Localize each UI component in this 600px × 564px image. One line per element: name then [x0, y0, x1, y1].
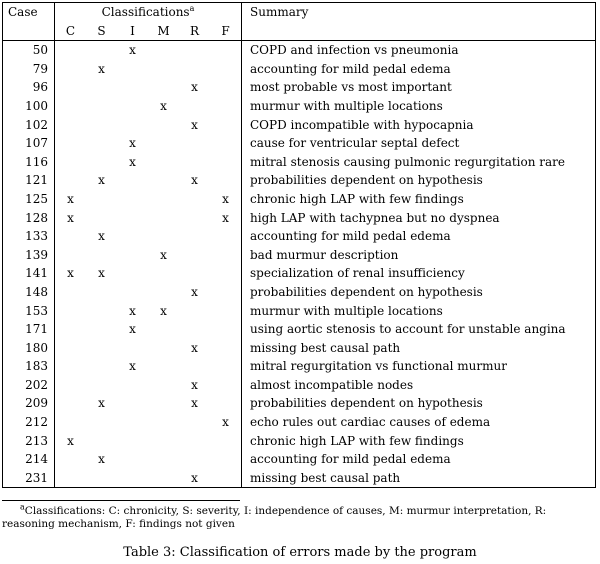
- class-mark-r: [179, 60, 210, 79]
- error-summary: missing best causal path: [242, 469, 596, 488]
- class-mark-f: [210, 432, 242, 451]
- class-mark-s: x: [98, 173, 105, 188]
- class-mark-m: [148, 264, 179, 283]
- class-mark-s: x: [98, 452, 105, 467]
- error-summary: probabilities dependent on hypothesis: [242, 394, 596, 413]
- class-mark-m: [148, 357, 179, 376]
- class-mark-f: [210, 357, 242, 376]
- class-mark-i: [117, 413, 148, 432]
- class-mark-f: [210, 153, 242, 172]
- class-mark-r: [179, 209, 210, 228]
- header-case: Case: [3, 3, 55, 22]
- class-mark-m: x: [160, 303, 167, 318]
- class-mark-s: [86, 116, 117, 135]
- class-mark-c: [55, 153, 87, 172]
- class-mark-m: [148, 171, 179, 190]
- case-number: 116: [3, 153, 55, 172]
- error-summary: missing best causal path: [242, 339, 596, 358]
- error-summary: probabilities dependent on hypothesis: [242, 283, 596, 302]
- class-mark-c: [55, 41, 87, 60]
- error-summary: high LAP with tachypnea but no dyspnea: [242, 209, 596, 228]
- case-number: 121: [3, 171, 55, 190]
- class-mark-r: [179, 41, 210, 60]
- class-mark-r: x: [191, 377, 198, 392]
- table-row: [3, 246, 596, 265]
- class-mark-f: [210, 60, 242, 79]
- header-row-codes: [3, 22, 596, 41]
- case-number: 141: [3, 264, 55, 283]
- class-mark-c: [55, 302, 87, 321]
- error-summary: accounting for mild pedal edema: [242, 60, 596, 79]
- class-mark-i: [117, 246, 148, 265]
- header-code-r: R: [179, 22, 210, 41]
- class-mark-m: x: [160, 98, 167, 113]
- class-mark-c: [55, 339, 87, 358]
- class-mark-c: x: [67, 191, 74, 206]
- class-mark-r: [179, 246, 210, 265]
- case-number: 96: [3, 78, 55, 97]
- class-mark-m: [148, 413, 179, 432]
- class-mark-m: [148, 450, 179, 469]
- class-mark-m: [148, 227, 179, 246]
- table-row: [3, 376, 596, 395]
- case-number: 209: [3, 394, 55, 413]
- error-summary: specialization of renal insufficiency: [242, 264, 596, 283]
- table-row: [3, 302, 596, 321]
- class-mark-s: x: [98, 61, 105, 76]
- class-mark-s: [86, 153, 117, 172]
- error-summary: accounting for mild pedal edema: [242, 450, 596, 469]
- table-body: [3, 3, 596, 488]
- class-mark-m: [148, 320, 179, 339]
- header-classifications-label: Classifications: [101, 5, 190, 19]
- table-row: [3, 432, 596, 451]
- class-mark-f: [210, 97, 242, 116]
- error-summary: probabilities dependent on hypothesis: [242, 171, 596, 190]
- class-mark-c: x: [67, 433, 74, 448]
- class-mark-m: [148, 153, 179, 172]
- class-mark-r: [179, 413, 210, 432]
- class-mark-s: [86, 302, 117, 321]
- class-mark-i: [117, 283, 148, 302]
- header-row-1: [3, 3, 596, 22]
- class-mark-f: [210, 376, 242, 395]
- case-number: 50: [3, 41, 55, 60]
- error-summary: murmur with multiple locations: [242, 302, 596, 321]
- table: [2, 2, 596, 488]
- class-mark-r: x: [191, 284, 198, 299]
- class-mark-s: [86, 41, 117, 60]
- class-mark-s: [86, 209, 117, 228]
- header-classifications: [55, 3, 242, 22]
- class-mark-m: [148, 190, 179, 209]
- class-mark-m: [148, 78, 179, 97]
- class-mark-f: [210, 227, 242, 246]
- class-mark-m: x: [160, 247, 167, 262]
- error-summary: chronic high LAP with few findings: [242, 432, 596, 451]
- class-mark-i: [117, 394, 148, 413]
- error-summary: accounting for mild pedal edema: [242, 227, 596, 246]
- class-mark-c: [55, 116, 87, 135]
- table-row: [3, 469, 596, 488]
- case-number: 102: [3, 116, 55, 135]
- error-classification-table: [2, 2, 596, 488]
- footnote-marker: a: [20, 502, 25, 512]
- class-mark-r: [179, 264, 210, 283]
- class-mark-f: x: [210, 190, 242, 209]
- class-mark-s: [86, 97, 117, 116]
- case-number: 125: [3, 190, 55, 209]
- class-mark-r: [179, 450, 210, 469]
- class-mark-s: [86, 413, 117, 432]
- class-mark-s: x: [98, 266, 105, 281]
- table-row: [3, 171, 596, 190]
- class-mark-r: [179, 302, 210, 321]
- error-summary: mitral regurgitation vs functional murmur: [242, 357, 596, 376]
- header-code-f: F: [210, 22, 242, 41]
- header-code-m: M: [148, 22, 179, 41]
- case-number: 79: [3, 60, 55, 79]
- class-mark-f: [210, 246, 242, 265]
- header-code-s: S: [86, 22, 117, 41]
- class-mark-r: x: [191, 396, 198, 411]
- table-row: [3, 41, 596, 60]
- table-row: [3, 153, 596, 172]
- error-summary: COPD and infection vs pneumonia: [242, 41, 596, 60]
- class-mark-r: x: [191, 340, 198, 355]
- class-mark-s: [86, 78, 117, 97]
- case-number: 202: [3, 376, 55, 395]
- class-mark-c: [55, 376, 87, 395]
- class-mark-f: [210, 116, 242, 135]
- class-mark-m: [148, 283, 179, 302]
- header-code-c: C: [55, 22, 87, 41]
- class-mark-i: x: [129, 322, 136, 337]
- case-number: 180: [3, 339, 55, 358]
- table-row: [3, 413, 596, 432]
- class-mark-f: [210, 450, 242, 469]
- class-mark-c: [55, 469, 87, 488]
- class-mark-r: [179, 190, 210, 209]
- table-row: [3, 227, 596, 246]
- class-mark-f: [210, 134, 242, 153]
- error-summary: murmur with multiple locations: [242, 97, 596, 116]
- error-summary: most probable vs most important: [242, 78, 596, 97]
- class-mark-f: [210, 171, 242, 190]
- class-mark-r: [179, 134, 210, 153]
- case-number: 133: [3, 227, 55, 246]
- class-mark-c: [55, 450, 87, 469]
- class-mark-r: [179, 320, 210, 339]
- class-mark-r: x: [191, 80, 198, 95]
- class-mark-i: [117, 78, 148, 97]
- case-number: 212: [3, 413, 55, 432]
- table-row: [3, 60, 596, 79]
- table-row: [3, 209, 596, 228]
- class-mark-s: x: [98, 396, 105, 411]
- table-row: [3, 264, 596, 283]
- class-mark-c: [55, 60, 87, 79]
- error-summary: almost incompatible nodes: [242, 376, 596, 395]
- error-summary: chronic high LAP with few findings: [242, 190, 596, 209]
- class-mark-c: [55, 413, 87, 432]
- class-mark-c: [55, 320, 87, 339]
- class-mark-f: [210, 469, 242, 488]
- table-row: [3, 134, 596, 153]
- case-number: 183: [3, 357, 55, 376]
- class-mark-i: [117, 171, 148, 190]
- table-footnote: [2, 502, 596, 531]
- table-row: [3, 116, 596, 135]
- class-mark-m: [148, 116, 179, 135]
- class-mark-r: x: [191, 117, 198, 132]
- class-mark-r: [179, 97, 210, 116]
- class-mark-c: [55, 171, 87, 190]
- case-number: 171: [3, 320, 55, 339]
- class-mark-r: [179, 227, 210, 246]
- class-mark-r: x: [191, 173, 198, 188]
- table-row: [3, 283, 596, 302]
- class-mark-c: [55, 134, 87, 153]
- error-summary: echo rules out cardiac causes of edema: [242, 413, 596, 432]
- class-mark-f: [210, 339, 242, 358]
- footnote-rule: [2, 500, 240, 501]
- class-mark-c: [55, 78, 87, 97]
- class-mark-i: [117, 469, 148, 488]
- table-row: [3, 394, 596, 413]
- class-mark-c: [55, 283, 87, 302]
- class-mark-i: [117, 116, 148, 135]
- case-number: 213: [3, 432, 55, 451]
- class-mark-f: [210, 283, 242, 302]
- class-mark-f: x: [210, 413, 242, 432]
- case-number: 148: [3, 283, 55, 302]
- class-mark-s: [86, 283, 117, 302]
- class-mark-s: [86, 190, 117, 209]
- class-mark-i: [117, 227, 148, 246]
- class-mark-s: [86, 320, 117, 339]
- error-summary: using aortic stenosis to account for unstable angina: [242, 320, 596, 339]
- class-mark-s: [86, 357, 117, 376]
- class-mark-i: x: [129, 136, 136, 151]
- class-mark-f: [210, 302, 242, 321]
- class-mark-c: [55, 227, 87, 246]
- table-row: [3, 357, 596, 376]
- error-summary: COPD incompatible with hypocapnia: [242, 116, 596, 135]
- class-mark-m: [148, 134, 179, 153]
- class-mark-f: [210, 41, 242, 60]
- class-mark-f: [210, 394, 242, 413]
- table-row: [3, 320, 596, 339]
- class-mark-c: x: [67, 210, 74, 225]
- error-summary: mitral stenosis causing pulmonic regurgitation rare: [242, 153, 596, 172]
- class-mark-i: [117, 60, 148, 79]
- case-number: 100: [3, 97, 55, 116]
- class-mark-s: x: [98, 229, 105, 244]
- class-mark-f: [210, 264, 242, 283]
- class-mark-s: [86, 469, 117, 488]
- class-mark-m: [148, 41, 179, 60]
- case-number: 107: [3, 134, 55, 153]
- class-mark-r: [179, 432, 210, 451]
- class-mark-c: [55, 97, 87, 116]
- class-mark-f: [210, 320, 242, 339]
- case-number: 231: [3, 469, 55, 488]
- case-number: 214: [3, 450, 55, 469]
- class-mark-c: [55, 246, 87, 265]
- case-number: 139: [3, 246, 55, 265]
- class-mark-f: [210, 78, 242, 97]
- class-mark-r: [179, 153, 210, 172]
- class-mark-m: [148, 209, 179, 228]
- class-mark-i: x: [129, 154, 136, 169]
- class-mark-r: [179, 357, 210, 376]
- class-mark-i: [117, 209, 148, 228]
- class-mark-i: [117, 432, 148, 451]
- class-mark-c: x: [67, 266, 74, 281]
- class-mark-s: [86, 134, 117, 153]
- class-mark-s: [86, 376, 117, 395]
- table-row: [3, 190, 596, 209]
- case-number: 128: [3, 209, 55, 228]
- table-row: [3, 339, 596, 358]
- footnote-text: Classifications: C: chronicity, S: severity, I: independence of causes, M: murmur interpretation, R: reasoning mechanism, F: findings not given: [2, 505, 547, 530]
- class-mark-m: [148, 394, 179, 413]
- header-case-blank: [3, 22, 55, 41]
- class-mark-i: [117, 190, 148, 209]
- table-caption: Table 3: Classification of errors made by the program: [123, 545, 477, 560]
- error-summary: bad murmur description: [242, 246, 596, 265]
- class-mark-r: x: [179, 469, 210, 488]
- header-summary: Summary: [242, 3, 596, 22]
- class-mark-i: x: [129, 303, 136, 318]
- class-mark-i: [117, 376, 148, 395]
- header-code-i: I: [117, 22, 148, 41]
- class-mark-s: [86, 339, 117, 358]
- class-mark-i: [117, 450, 148, 469]
- table-row: [3, 78, 596, 97]
- error-summary: cause for ventricular septal defect: [242, 134, 596, 153]
- class-mark-i: [117, 339, 148, 358]
- class-mark-c: [55, 394, 87, 413]
- class-mark-c: [55, 357, 87, 376]
- class-mark-s: [86, 246, 117, 265]
- class-mark-m: [148, 469, 179, 488]
- class-mark-m: [148, 432, 179, 451]
- class-mark-i: [117, 97, 148, 116]
- class-mark-m: [148, 60, 179, 79]
- class-mark-s: [86, 432, 117, 451]
- class-mark-f: x: [210, 209, 242, 228]
- table-row: [3, 450, 596, 469]
- class-mark-i: x: [129, 359, 136, 374]
- case-number: 153: [3, 302, 55, 321]
- header-footnote-marker: a: [189, 4, 195, 13]
- class-mark-m: [148, 339, 179, 358]
- class-mark-m: [148, 376, 179, 395]
- class-mark-i: [117, 264, 148, 283]
- table-row: [3, 97, 596, 116]
- class-mark-i: x: [129, 43, 136, 58]
- header-summary-blank: [242, 22, 596, 41]
